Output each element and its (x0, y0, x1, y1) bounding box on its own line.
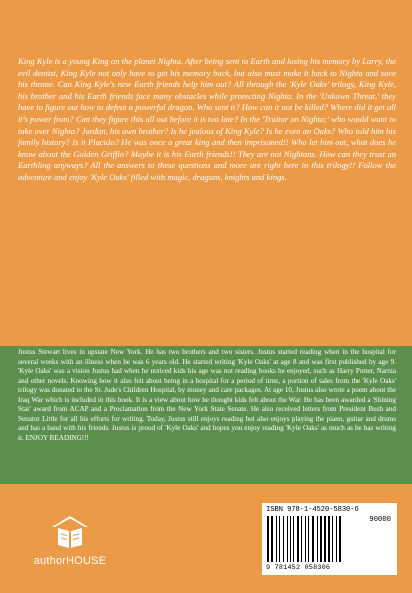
barcode-bar (336, 516, 337, 562)
barcode-bar (293, 516, 294, 562)
price-code: 90000 (369, 516, 391, 524)
synopsis-text: King Kyle is a young King on the planet Nighta. After being sent to Earth and losing his memory by Larry, the evil dentist, King Kyle not only have to get his memory back, but also must make it back to Nighta and save his throne. Can King Kyle's new Earth friends help him out? All through the 'Kyle Oaks' trilogy, King Kyle, his brother and his Earth friends face many obstacles while protecting Nighta. In the 'Unkown Threat,' they have to figure out how to defeat a powerful dragon. Who sent it? How can it not be killed? Where did it get all it's power from? Can they figure this all out before it is too late? In the 'Traitor on Nighta;' who would want to take over Nighta? Jordan, his own brother? Is he jealous of King Kyle? Is he even an Oaks? Who told him his family history? Is it Placido? He was once a great king and then imprisoned!! Who let him out, what does he know about the Golden Griffin? Maybe it is his Earth friends!! They are not Nightans. How can they trust an Earthling anyways? All the answers to these questions and more are right here in this trilogy!! Follow the adventure and enjoy 'Kyle Oaks' filled with magic, dragons, knights and kings. (18, 56, 396, 182)
barcode-bar (279, 516, 280, 562)
barcode-bar (317, 516, 318, 562)
barcode-bars (266, 516, 364, 564)
barcode-bar (320, 516, 322, 562)
barcode-bar (332, 516, 333, 562)
isbn-barcode (262, 503, 397, 575)
barcode-bar (308, 516, 309, 562)
barcode-bar (276, 516, 277, 562)
barcode-bar (339, 516, 341, 562)
barcode-digits: 9 781452 058306 (266, 564, 331, 572)
barcode-bar (271, 516, 273, 562)
barcode-bar (312, 516, 314, 562)
barcode-bar (301, 516, 302, 562)
barcode-bar (283, 516, 284, 562)
publisher-logo (28, 515, 112, 575)
isbn-text: ISBN 978-1-4520-5830-6 (266, 506, 359, 514)
author-bio-text: Justus Stewart lives in upstate New York. He has two brothers and two sisters. Justus started reading when in the hospital for several weeks with an illness when he was 6 years old. He started writing 'Kyle Oaks' at age 8 and was first published by age 9. 'Kyle Oaks' was a vision Justus had when he noticed kids his age was not reading books he enjoyed, such as Harry Potter, Narnia and other novels. Knowing how it also felt about being in a hospital for a period of time, a portion of sales from the 'Kyle Oaks' trilogy was donated to the St. Jude's Children Hospital, by money and care packages. At age 10, Justus also wrote a poem about the Iraq War which is included in this book. It is a view about how he thought kids felt about the War. He has been awarded a 'Shining Star' award from ACAP and a Proclamation from the New York State Senate. He also received letters from President Bush and Senator Little for all his efforts for writing. Today, Justus still enjoys reading but also enjoys playing the piano, guitar and drums and has a band with his friends. Justus is proud of 'Kyle Oaks' and hopes you enjoy reading 'Kyle Oaks' as much as he has writing it. ENJOY READING!!! (18, 348, 396, 442)
barcode-bar (290, 516, 291, 562)
barcode-bar (297, 516, 299, 562)
house-book-icon (50, 515, 90, 551)
barcode-bar (305, 516, 306, 562)
barcode-bar (324, 516, 326, 562)
barcode-bar (287, 516, 288, 562)
publisher-name: authorHOUSE (33, 555, 107, 567)
barcode-bar (328, 516, 330, 562)
barcode-bar (267, 516, 269, 562)
